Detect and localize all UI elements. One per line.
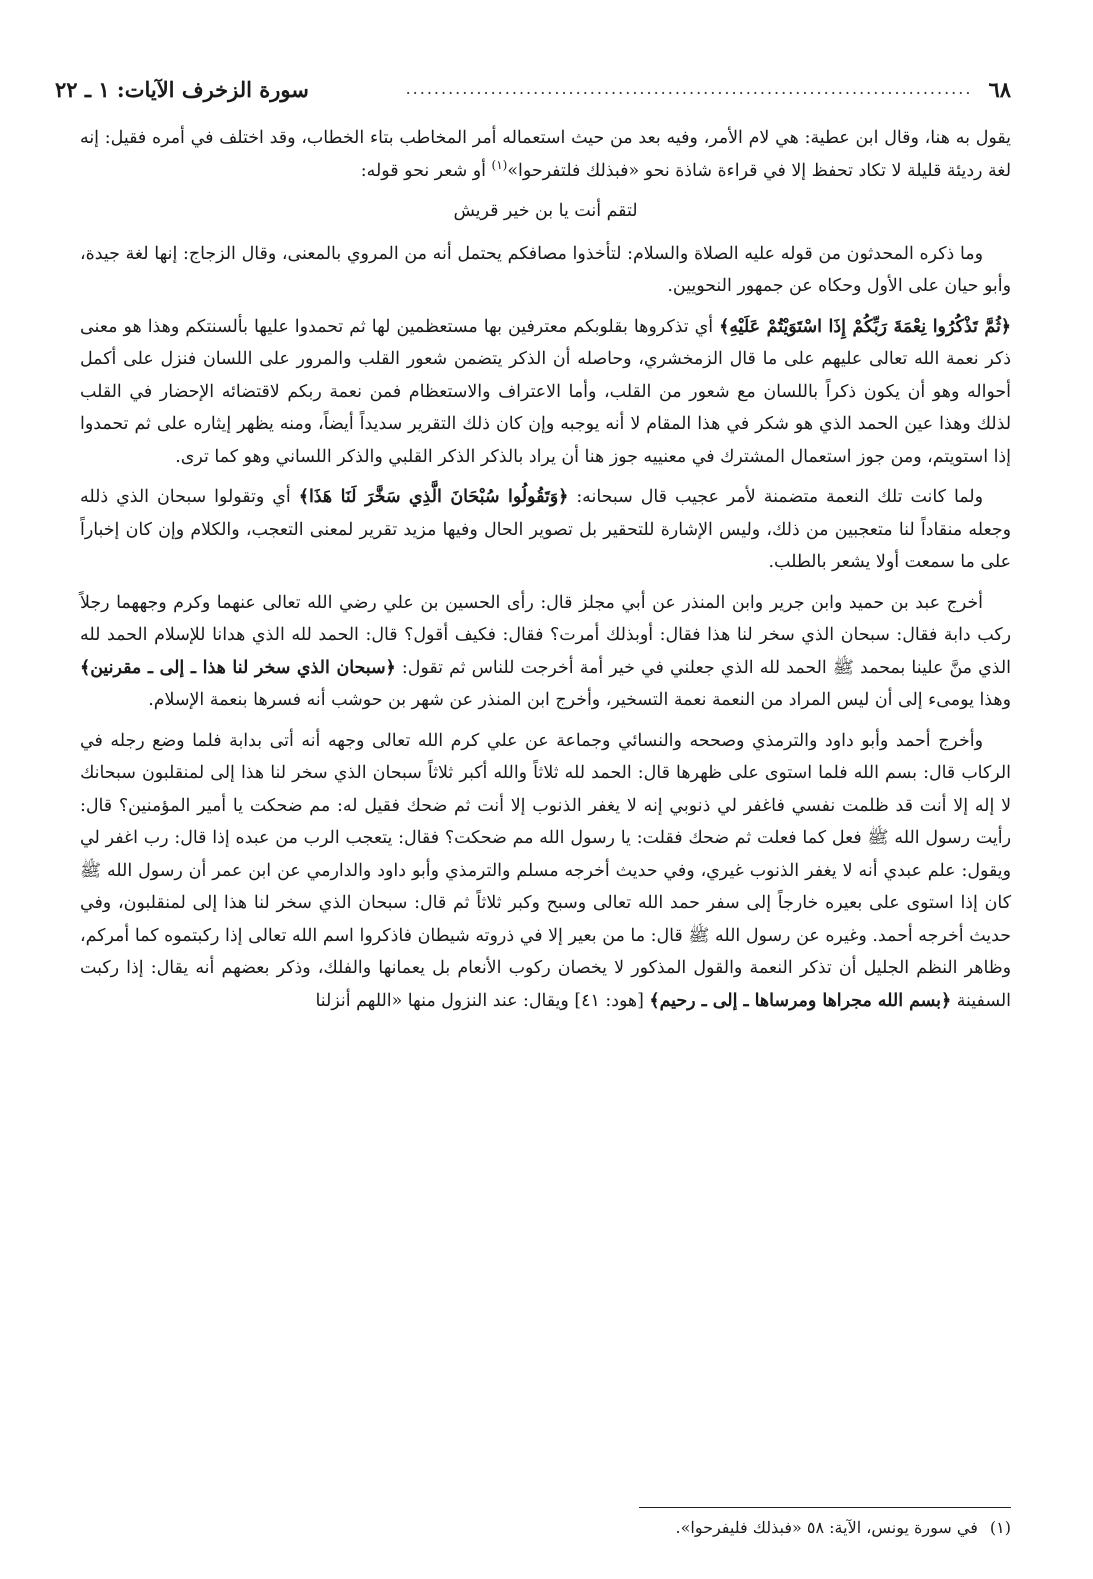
quran-verse: ﴿سبحان الذي سخر لنا هذا ـ إلى ـ مقرنين﴾ [80,657,396,678]
paragraph-3 [80,238,1011,303]
footnote-mark: (١) [989,1518,1011,1537]
paragraph-5 [80,481,1011,579]
paragraph-text-after: وهذا يومىء إلى أن ليس المراد من النعمة نعمة التسخير، وأخرج ابن المنذر عن شهر بن حوشب أنه فسرها بنعمة الإسلام. [148,690,1011,710]
paragraph-text: ولما كانت تلك النعمة متضمنة لأمر عجيب قال سبحانه: [568,487,983,507]
footnote-reference: (١) [491,157,508,172]
poetry-verse: لتقم أنت يا بن خير قريش [453,201,638,221]
paragraph-text: يقول به هنا، وقال ابن عطية: هي لام الأمر، وفيه بعد من حيث استعماله أمر المخاطب بتاء الخطاب، وقد اختلف في أمره فقيل: إنه لغة رديئة قليلة لا تكاد تحفظ إلا في قراءة شاذة نحو «فبذلك فلتفرحوا» [80,128,1011,181]
paragraph-text: أخرج عبد بن حميد وابن جرير وابن المنذر عن أبي مجلز قال: رأى الحسين بن علي رضي الله تعالى عنهما وكرم وجههما رجلاً ركب دابة فقال: سبحان الذي سخر لنا هذا فقال: أوبذلك أمرت؟ فقال: فكيف أقول؟ قال: الحمد لله الذي هدانا للإسلام الحمد لله الذي منَّ علينا بمحمد ﷺ الحمد لله الذي جعلني في خير أمة أخرجت للناس ثم تقول: [80,592,1011,678]
paragraph-7 [80,725,1011,1018]
paragraph-text-after: أو شعر نحو قوله: [360,160,492,181]
page-number: ٦٨ [988,76,1011,102]
running-header [55,72,1011,106]
body-text [80,122,1011,1025]
paragraph-6 [80,587,1011,717]
paragraph-text-after: [هود: ٤١] ويقال: عند النزول منها «اللهم أنزلنا [315,990,650,1011]
paragraph-text: وأخرج أحمد وأبو داود والترمذي وصححه والنسائي وجماعة عن علي كرم الله تعالى وجهه أنه أتى بدابة فلما وضع رجله في الركاب قال: بسم الله فلما استوى على ظهرها قال: الحمد لله ثلاثاً والله أكبر ثلاثاً سبحان الذي سخر لنا هذا إلى لمنقلبون سبحانك لا إله إلا أنت قد ظلمت نفسي فاغفر لي ذنوبي إنه لا يغفر الذنوب إلا أنت ثم ضحك فقيل له: مم ضحكت يا أمير المؤمنين؟ قال: رأيت رسول الله ﷺ فعل كما فعلت ثم ضحك فقلت: يا رسول الله مم ضحكت؟ فقال: يتعجب الرب من عبده إذا قال: رب اغفر لي ويقول: علم عبدي أنه لا يغفر الذنوب غيري، وفي حديث أخرجه مسلم والترمذي وأبو داود والدارمي عن ابن عمر أن رسول الله ﷺ كان إذا استوى على بعيره خارجاً إلى سفر حمد الله تعالى وسبح وكبر ثلاثاً ثم قال: سبحان الذي سخر لنا هذا إلى لمنقلبون، وفي حديث أخرجه أحمد. وغيره عن رسول الله ﷺ قال: ما من بعير إلا في ذروته شيطان فاذكروا اسم الله تعالى إذا ركبتموه كما أمركم، وظاهر النظم الجليل أن تذكر النعمة والقول المذكور لا يخصان ركوب الأنعام بل يعمانها والفلك، وذكر بعضهم أنه يقال: إذا ركبت السفينة [80,730,1011,1011]
footnote [80,1515,1011,1541]
header-leader-dots: ................................................................................ [405,81,973,97]
paragraph-4 [80,311,1011,474]
paragraph-text: وما ذكره المحدثون من قوله عليه الصلاة والسلام: لتأخذوا مصافكم يحتمل أنه من المروي بالمعنى، وقال الزجاج: إنها لغة جيدة، وأبو حيان على الأول وحكاه عن جمهور النحويين. [80,243,1011,296]
quran-verse: ﴿ثُمَّ تَذْكُرُوا نِعْمَةَ رَبِّكُمْ إِذَا اسْتَوَيْتُمْ عَلَيْهِ﴾ [719,316,1011,337]
quran-verse: ﴿بسم الله مجراها ومرساها ـ إلى ـ رحيم﴾ [649,990,952,1011]
header-title: سورة الزخرف الآيات: ١ ـ ٢٢ [55,76,309,102]
paragraph-text: أي تذكروها بقلوبكم معترفين بها مستعظمين لها ثم تحمدوا عليها بألسنتكم وهذا هو معنى ذكر نعمة الله تعالى عليهم على ما قال الزمخشري، وحاصله أن الذكر يتضمن شعور القلب والمرور على اللسان فنزل على أكمل أحواله وهو أن يكون ذكراً باللسان مع شعور من القلب، وأما الاعتراف والاستعظام فمن نعمة ربكم لاقتضائه الإحضار في القلب لذلك وهذا عين الحمد الذي هو شكر في هذا المقام لا أنه يوجبه وإن كان ذلك التقرير سديداً أيضاً، ومنه يظهر إيثاره على ثم تحمدوا إذا استويتم، ومن جوز استعمال المشترك في معنييه جوز هنا أن يراد بالذكر الذكر القلبي والذكر اللساني وهو كما ترى. [80,316,1011,467]
quran-verse: ﴿وَتَقُولُوا سُبْحَانَ الَّذِي سَخَّرَ لَنَا هَذَا﴾ [298,487,569,507]
paragraph-text-after: أي وتقولوا سبحان الذي ذلله وجعله منقاداً لنا متعجبين من ذلك، وليس الإشارة للتحقير بل تصوير الحال وفيها مزيد تقرير لمعنى التعجب، والكلام وإن كان إخباراً على ما سمعت أولا يشعر بالطلب. [80,487,1011,572]
paragraph-1 [80,122,1011,187]
footnote-text: في سورة يونس، الآية: ٥٨ «فبذلك فليفرحوا». [675,1518,978,1537]
footnote-divider [639,1507,1011,1508]
